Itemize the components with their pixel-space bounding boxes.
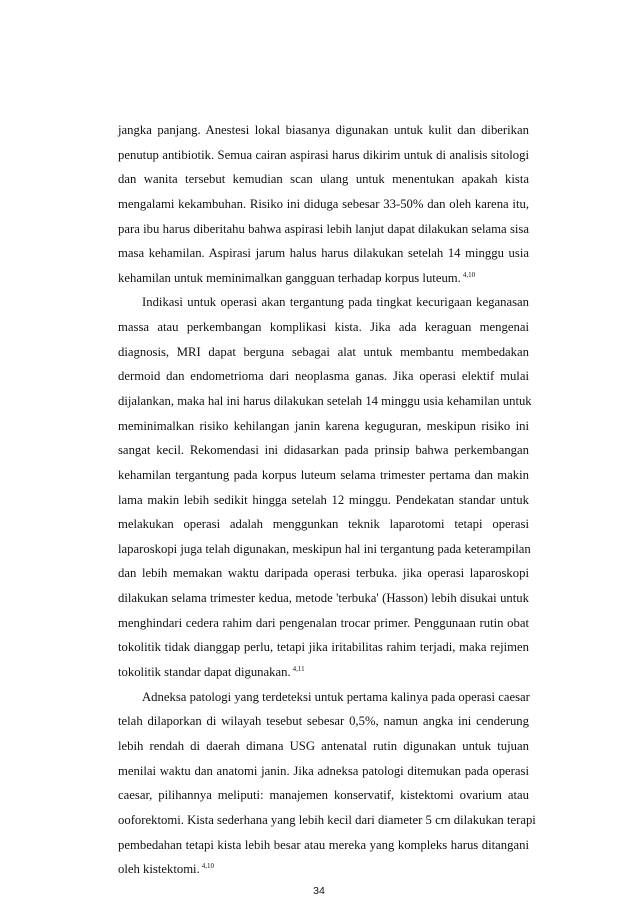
text-line: caesar, pilihannya meliputi: manajemen konservatif, kistektomi ovarium atau (118, 788, 529, 803)
text-line: telah dilaporkan di wilayah tesebut sebesar 0,5%, namun angka ini cenderung (118, 714, 529, 729)
text-line-content: kehamilan untuk meminimalkan gangguan terhadap korpus luteum. (118, 270, 461, 285)
text-line: dan lebih memakan waktu daripada operasi terbuka. jika operasi laparoskopi (118, 566, 529, 581)
text-line: kehamilan tergantung pada korpus luteum selama trimester pertama dan makin (118, 467, 529, 482)
text-line: ooforektomi. Kista sederhana yang lebih kecil dari diameter 5 cm dilakukan terapi (118, 812, 536, 827)
text-line: dermoid dan endometrioma dari neoplasma ganas. Jika operasi elektif mulai (118, 369, 529, 384)
text-line-content: oleh kistektomi. (118, 862, 200, 877)
text-line: dilakukan selama trimester kedua, metode 'terbuka' (Hasson) lebih disukai untuk (118, 591, 529, 606)
text-line: laparoskopi juga telah digunakan, meskipun hal ini tergantung pada keterampilan (118, 541, 531, 556)
text-line: Adneksa patologi yang terdeteksi untuk pertama kalinya pada operasi caesar (142, 689, 530, 704)
text-line-content: tokolitik standar dapat digunakan. (118, 665, 291, 680)
text-line (118, 861, 529, 877)
text-line: sangat kecil. Rekomendasi ini didasarkan pada prinsip bahwa perkembangan (118, 443, 529, 458)
text-line: diagnosis, MRI dapat berguna sebagai alat untuk membantu membedakan (118, 344, 529, 359)
text-line: dijalankan, maka hal ini harus dilakukan setelah 14 minggu usia kehamilan untuk (118, 394, 532, 409)
citation: 4,11 (292, 665, 305, 674)
text-line: lebih rendah di daerah dimana USG antenatal rutin digunakan untuk tujuan (118, 738, 529, 753)
text-line: penutup antibiotik. Semua cairan aspirasi harus dikirim untuk di analisis sitologi (118, 147, 529, 162)
text-line: massa atau perkembangan komplikasi kista. Jika ada keraguan mengenai (118, 320, 529, 335)
text-line: jangka panjang. Anestesi lokal biasanya digunakan untuk kulit dan diberikan (118, 123, 529, 137)
text-line: dan wanita tersebut kemudian scan ulang untuk menentukan apakah kista (118, 172, 529, 187)
text-line: lama makin lebih sedikit hingga setelah 12 minggu. Pendekatan standar untuk (118, 492, 529, 507)
text-line (118, 270, 529, 286)
page-number: 34 (313, 885, 325, 897)
text-line: menilai waktu dan anatomi janin. Jika adneksa patologi ditemukan pada operasi (118, 763, 529, 778)
text-line: melakukan operasi adalah menggunkan teknik laparotomi tetapi operasi (118, 517, 529, 532)
text-line: para ibu harus diberitahu bahwa aspirasi lebih lanjut dapat dilakukan selama sisa (118, 221, 529, 236)
text-line: tokolitik tidak dianggap perlu, tetapi jika iritabilitas rahim terjadi, maka rejimen (118, 640, 529, 655)
text-line: menghindari cedera rahim dari pengenalan trocar primer. Penggunaan rutin obat (118, 615, 529, 630)
text-line: masa kehamilan. Aspirasi jarum halus harus dilakukan setelah 14 minggu usia (118, 246, 529, 261)
text-line: pembedahan tetapi kista lebih besar atau mereka yang kompleks harus ditangani (118, 837, 529, 852)
text-line: Indikasi untuk operasi akan tergantung pada tingkat kecurigaan keganasan (142, 295, 529, 310)
text-line: meminimalkan risiko kehilangan janin karena keguguran, meskipun risiko ini (118, 418, 529, 433)
text-line: mengalami kekambuhan. Risiko ini diduga sebesar 33-50% dan oleh karena itu, (118, 196, 529, 211)
citation: 4,10 (462, 270, 476, 279)
text-line (118, 664, 529, 680)
citation: 4,10 (201, 862, 215, 871)
